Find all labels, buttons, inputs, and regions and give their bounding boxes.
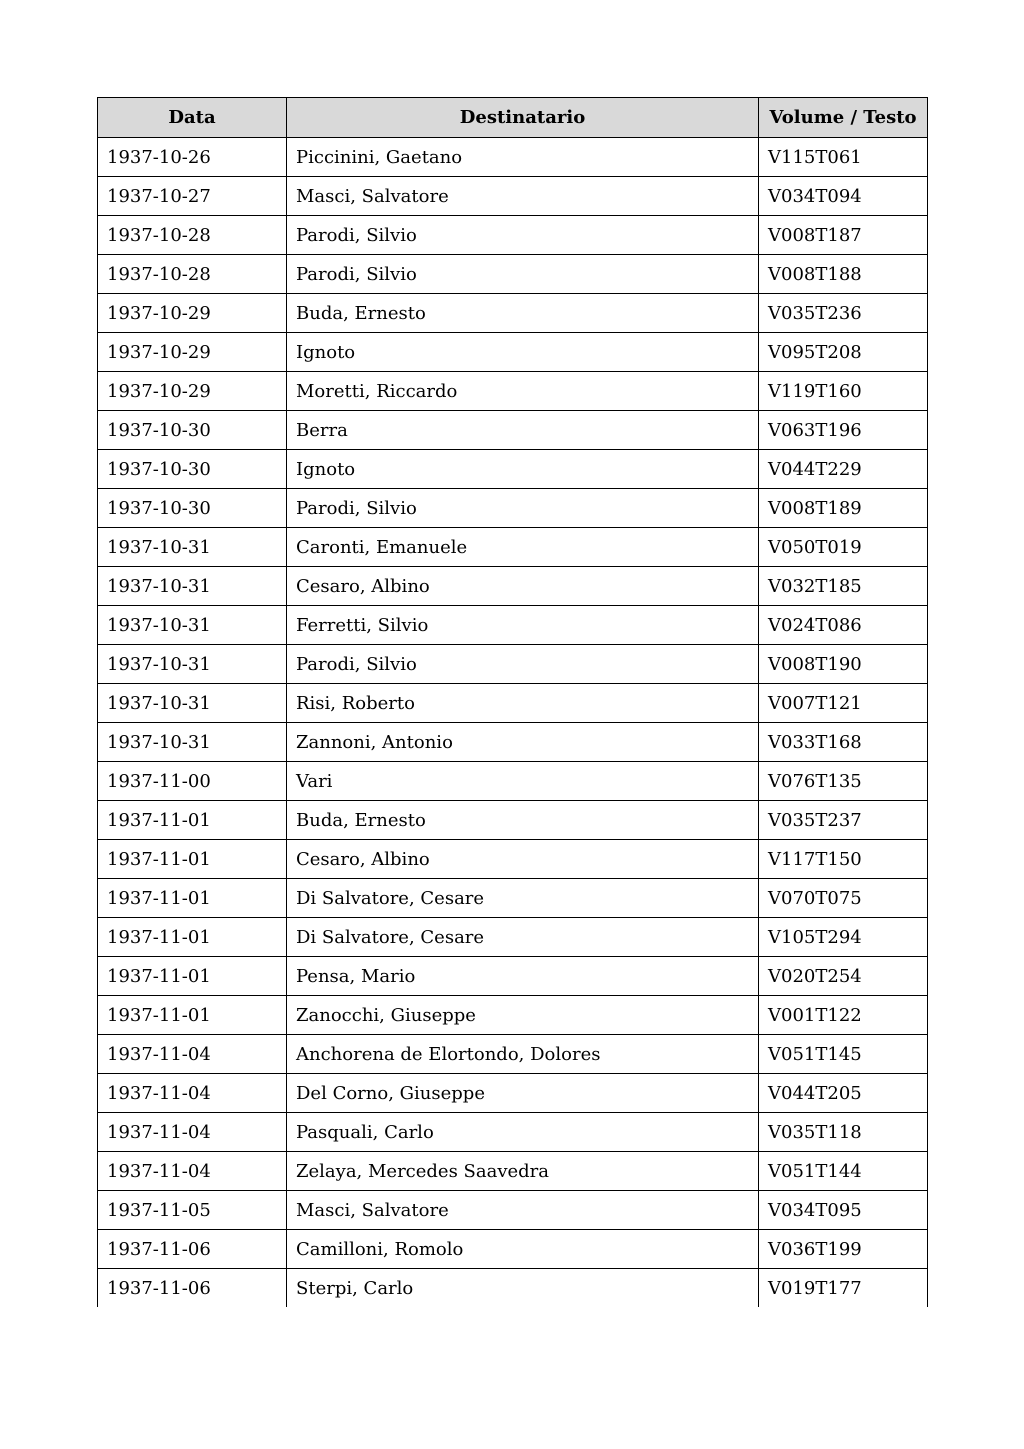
volume-text-cell: V008T187 xyxy=(759,216,928,255)
recipient-cell: Piccinini, Gaetano xyxy=(287,138,759,177)
recipient-cell: Risi, Roberto xyxy=(287,684,759,723)
table-row xyxy=(98,723,928,762)
recipient-cell: Caronti, Emanuele xyxy=(287,528,759,567)
date-cell: 1937-11-04 xyxy=(98,1035,287,1074)
volume-text-cell: V035T118 xyxy=(759,1113,928,1152)
recipient-cell: Zelaya, Mercedes Saavedra xyxy=(287,1152,759,1191)
date-cell: 1937-10-30 xyxy=(98,489,287,528)
volume-text-cell: V076T135 xyxy=(759,762,928,801)
table-row xyxy=(98,1269,928,1308)
volume-text-cell: V001T122 xyxy=(759,996,928,1035)
date-cell: 1937-11-01 xyxy=(98,879,287,918)
recipient-cell: Camilloni, Romolo xyxy=(287,1230,759,1269)
table-row xyxy=(98,528,928,567)
document-page xyxy=(97,97,927,1307)
volume-text-cell: V070T075 xyxy=(759,879,928,918)
table-row xyxy=(98,1113,928,1152)
letters-table xyxy=(97,97,928,1307)
table-row xyxy=(98,840,928,879)
recipient-cell: Parodi, Silvio xyxy=(287,255,759,294)
table-row xyxy=(98,957,928,996)
volume-text-cell: V051T144 xyxy=(759,1152,928,1191)
table-row xyxy=(98,762,928,801)
recipient-cell: Moretti, Riccardo xyxy=(287,372,759,411)
table-row xyxy=(98,996,928,1035)
volume-text-cell: V105T294 xyxy=(759,918,928,957)
table-row xyxy=(98,1152,928,1191)
volume-text-cell: V008T189 xyxy=(759,489,928,528)
volume-text-cell: V044T205 xyxy=(759,1074,928,1113)
date-cell: 1937-11-00 xyxy=(98,762,287,801)
date-cell: 1937-10-31 xyxy=(98,723,287,762)
recipient-cell: Cesaro, Albino xyxy=(287,567,759,606)
volume-text-cell: V115T061 xyxy=(759,138,928,177)
table-row xyxy=(98,411,928,450)
table-row xyxy=(98,801,928,840)
date-cell: 1937-10-31 xyxy=(98,528,287,567)
date-cell: 1937-10-26 xyxy=(98,138,287,177)
volume-text-cell: V050T019 xyxy=(759,528,928,567)
volume-text-cell: V035T237 xyxy=(759,801,928,840)
table-row xyxy=(98,489,928,528)
date-cell: 1937-11-06 xyxy=(98,1269,287,1308)
volume-text-cell: V095T208 xyxy=(759,333,928,372)
recipient-cell: Vari xyxy=(287,762,759,801)
volume-text-cell: V117T150 xyxy=(759,840,928,879)
table-row xyxy=(98,1035,928,1074)
recipient-cell: Masci, Salvatore xyxy=(287,1191,759,1230)
table-row xyxy=(98,255,928,294)
date-cell: 1937-10-30 xyxy=(98,411,287,450)
table-row xyxy=(98,333,928,372)
table-row xyxy=(98,138,928,177)
recipient-cell: Berra xyxy=(287,411,759,450)
date-cell: 1937-10-27 xyxy=(98,177,287,216)
volume-text-cell: V051T145 xyxy=(759,1035,928,1074)
date-cell: 1937-11-06 xyxy=(98,1230,287,1269)
date-cell: 1937-11-05 xyxy=(98,1191,287,1230)
date-cell: 1937-11-04 xyxy=(98,1152,287,1191)
recipient-cell: Ignoto xyxy=(287,450,759,489)
recipient-cell: Ignoto xyxy=(287,333,759,372)
date-cell: 1937-11-01 xyxy=(98,801,287,840)
recipient-cell: Ferretti, Silvio xyxy=(287,606,759,645)
table-row xyxy=(98,216,928,255)
recipient-cell: Buda, Ernesto xyxy=(287,294,759,333)
recipient-cell: Masci, Salvatore xyxy=(287,177,759,216)
volume-text-cell: V033T168 xyxy=(759,723,928,762)
recipient-cell: Buda, Ernesto xyxy=(287,801,759,840)
volume-text-cell: V024T086 xyxy=(759,606,928,645)
date-cell: 1937-10-28 xyxy=(98,216,287,255)
volume-text-cell: V034T095 xyxy=(759,1191,928,1230)
recipient-cell: Anchorena de Elortondo, Dolores xyxy=(287,1035,759,1074)
table-body xyxy=(98,138,928,1308)
table-row xyxy=(98,177,928,216)
table-row xyxy=(98,567,928,606)
date-cell: 1937-10-31 xyxy=(98,606,287,645)
date-cell: 1937-10-30 xyxy=(98,450,287,489)
volume-text-cell: V063T196 xyxy=(759,411,928,450)
date-cell: 1937-11-04 xyxy=(98,1074,287,1113)
column-header-volume-testo: Volume / Testo xyxy=(759,98,928,138)
volume-text-cell: V020T254 xyxy=(759,957,928,996)
date-cell: 1937-10-29 xyxy=(98,372,287,411)
table-row xyxy=(98,1074,928,1113)
date-cell: 1937-11-04 xyxy=(98,1113,287,1152)
volume-text-cell: V036T199 xyxy=(759,1230,928,1269)
table-row xyxy=(98,879,928,918)
volume-text-cell: V008T188 xyxy=(759,255,928,294)
date-cell: 1937-10-29 xyxy=(98,333,287,372)
column-header-data: Data xyxy=(98,98,287,138)
recipient-cell: Pasquali, Carlo xyxy=(287,1113,759,1152)
table-row xyxy=(98,684,928,723)
date-cell: 1937-11-01 xyxy=(98,996,287,1035)
table-row xyxy=(98,645,928,684)
volume-text-cell: V035T236 xyxy=(759,294,928,333)
table-header-row xyxy=(98,98,928,138)
volume-text-cell: V007T121 xyxy=(759,684,928,723)
volume-text-cell: V119T160 xyxy=(759,372,928,411)
volume-text-cell: V032T185 xyxy=(759,567,928,606)
recipient-cell: Cesaro, Albino xyxy=(287,840,759,879)
date-cell: 1937-11-01 xyxy=(98,918,287,957)
date-cell: 1937-10-29 xyxy=(98,294,287,333)
volume-text-cell: V034T094 xyxy=(759,177,928,216)
recipient-cell: Sterpi, Carlo xyxy=(287,1269,759,1308)
table-row xyxy=(98,372,928,411)
date-cell: 1937-10-31 xyxy=(98,684,287,723)
recipient-cell: Del Corno, Giuseppe xyxy=(287,1074,759,1113)
column-header-destinatario: Destinatario xyxy=(287,98,759,138)
table-row xyxy=(98,918,928,957)
table-row xyxy=(98,1191,928,1230)
recipient-cell: Zannoni, Antonio xyxy=(287,723,759,762)
recipient-cell: Zanocchi, Giuseppe xyxy=(287,996,759,1035)
date-cell: 1937-11-01 xyxy=(98,957,287,996)
date-cell: 1937-11-01 xyxy=(98,840,287,879)
date-cell: 1937-10-31 xyxy=(98,645,287,684)
volume-text-cell: V019T177 xyxy=(759,1269,928,1308)
volume-text-cell: V008T190 xyxy=(759,645,928,684)
recipient-cell: Di Salvatore, Cesare xyxy=(287,918,759,957)
recipient-cell: Parodi, Silvio xyxy=(287,489,759,528)
recipient-cell: Di Salvatore, Cesare xyxy=(287,879,759,918)
volume-text-cell: V044T229 xyxy=(759,450,928,489)
table-row xyxy=(98,1230,928,1269)
table-row xyxy=(98,294,928,333)
recipient-cell: Pensa, Mario xyxy=(287,957,759,996)
recipient-cell: Parodi, Silvio xyxy=(287,645,759,684)
table-row xyxy=(98,450,928,489)
recipient-cell: Parodi, Silvio xyxy=(287,216,759,255)
table-row xyxy=(98,606,928,645)
date-cell: 1937-10-28 xyxy=(98,255,287,294)
date-cell: 1937-10-31 xyxy=(98,567,287,606)
